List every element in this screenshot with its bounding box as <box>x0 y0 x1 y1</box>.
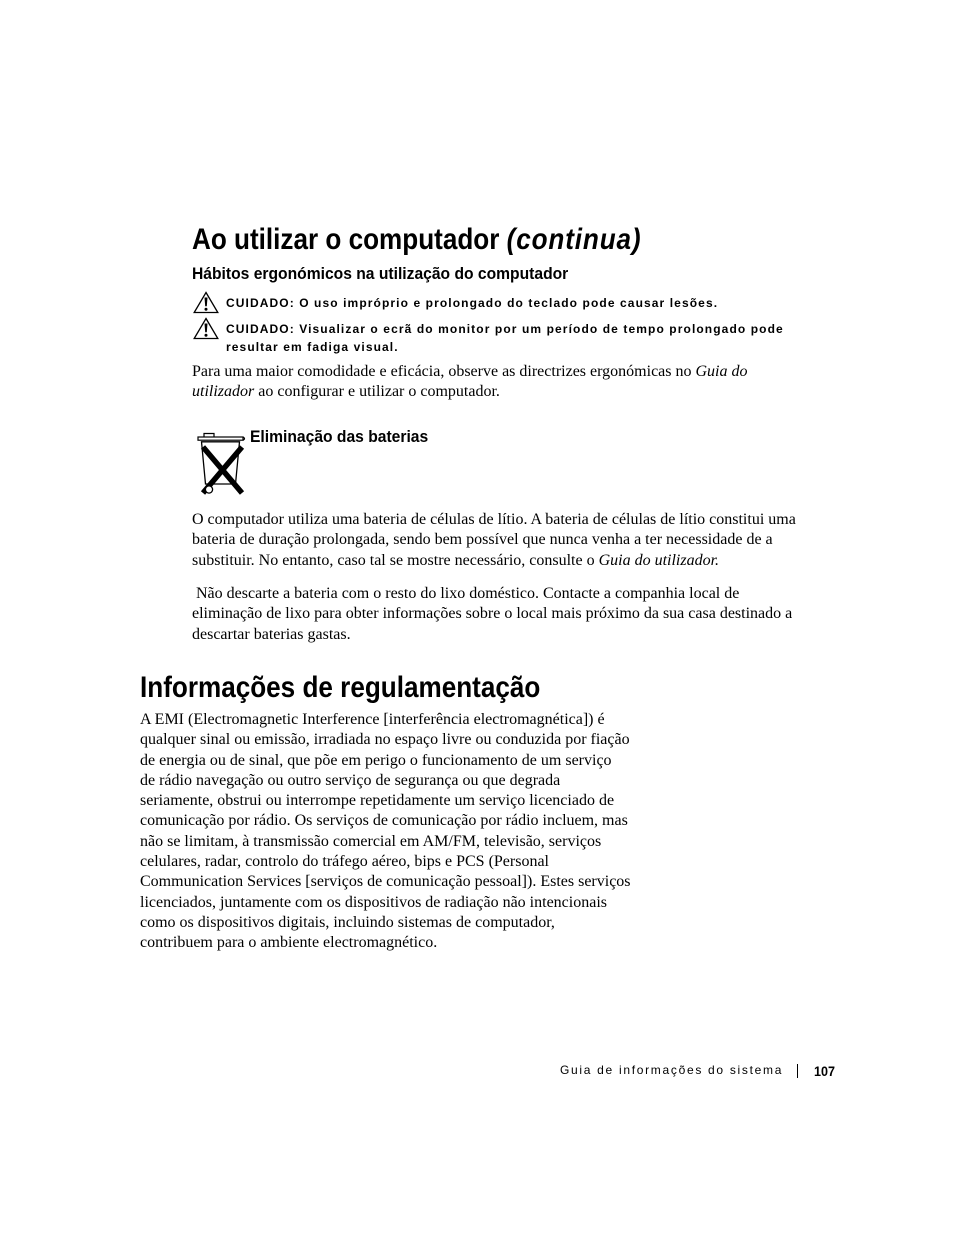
guide-title-reference: utilizador <box>192 383 255 401</box>
section-title <box>192 222 641 258</box>
section-title-regulatory: Informações de regulamentação <box>140 671 541 704</box>
subsection-heading-battery-disposal: Eliminação das baterias <box>250 427 429 446</box>
text-line: seriamente, obstrui ou interrompe repetidamente um serviço licenciado de <box>140 792 615 810</box>
guide-title-reference: Guia do <box>695 363 748 380</box>
text-line: de energia ou de sinal, que põe em perigo o funcionamento de um serviço <box>140 751 612 769</box>
battery-paragraph <box>192 510 796 571</box>
text-run: ao configurar e utilizar o computador. <box>254 383 500 401</box>
footer-separator <box>797 1064 798 1078</box>
caution-line <box>226 294 718 312</box>
text-line: licenciados, juntamente com os dispositivos de radiação não intencionais <box>140 893 607 911</box>
text-line: como os dispositivos digitais, incluindo sistemas de computador, <box>140 913 555 931</box>
text-run: substituir. No entanto, caso tal se mostre necessário, consulte o <box>192 551 599 569</box>
caution-message: Visualizar o ecrã do monitor por um período de tempo prolongado pode <box>299 322 784 336</box>
text-line: A EMI (Electromagnetic Interference [interferência electromagnética]) é <box>140 711 605 728</box>
text-line: não se limitam, à transmissão comercial em AM/FM, televisão, serviços <box>140 832 602 850</box>
text-line: eliminação de lixo para obter informações sobre o local mais próximo da sua casa destinado a <box>192 605 793 623</box>
caution-label: CUIDADO: <box>226 296 295 310</box>
text-line: bateria de duração prolongada, sendo bem possível que nunca venha a ter necessidade de a <box>192 531 773 549</box>
footer-guide-title: Guia de informações do sistema <box>560 1063 784 1077</box>
caution-label: CUIDADO: <box>226 322 295 336</box>
text-line <box>192 382 748 402</box>
caution-line: resultar em fadiga visual. <box>226 340 399 354</box>
caution-triangle-icon <box>193 317 219 340</box>
battery-paragraph <box>192 584 792 645</box>
ergonomics-paragraph <box>192 362 748 403</box>
text-line: qualquer sinal ou emissão, irradiada no espaço livre ou conduzida por fiação <box>140 731 630 749</box>
text-line: comunicação por rádio. Os serviços de comunicação por rádio incluem, mas <box>140 812 628 830</box>
section-title-text: Ao utilizar o computador <box>192 223 500 256</box>
caution-message: O uso impróprio e prolongado do teclado pode causar lesões. <box>299 296 719 310</box>
text-line: de rádio navegação ou outro serviço de segurança ou que degrada <box>140 771 561 789</box>
text-line <box>192 551 796 571</box>
text-line: Communication Services [serviços de comunicação pessoal]). Estes serviços <box>140 873 631 891</box>
crossed-out-wheeled-bin-icon <box>195 431 247 497</box>
text-line: contribuem para o ambiente electromagnético. <box>140 934 438 952</box>
text-line: descartar baterias gastas. <box>192 625 351 643</box>
guide-title-reference: Guia do utilizador. <box>598 551 720 569</box>
caution-line <box>226 320 784 338</box>
text-line: O computador utiliza uma bateria de células de lítio. A bateria de células de lítio constitui uma <box>192 511 796 528</box>
emi-paragraph <box>140 710 631 954</box>
text-line <box>192 362 748 382</box>
text-run: Para uma maior comodidade e eficácia, observe as directrizes ergonómicas no <box>192 363 696 380</box>
caution-notice-keyboard <box>226 294 718 312</box>
subsection-heading-ergonomics: Hábitos ergonómicos na utilização do computador <box>192 264 569 283</box>
caution-triangle-icon <box>193 291 219 314</box>
text-line: celulares, radar, controlo do tráfego aéreo, bips e PCS (Personal <box>140 853 549 871</box>
page-number: 107 <box>814 1063 836 1079</box>
caution-notice-monitor <box>226 320 784 356</box>
continued-label: (continua) <box>506 223 642 256</box>
text-line: Não descarte a bateria com o resto do lixo doméstico. Contacte a companhia local de <box>192 585 740 602</box>
